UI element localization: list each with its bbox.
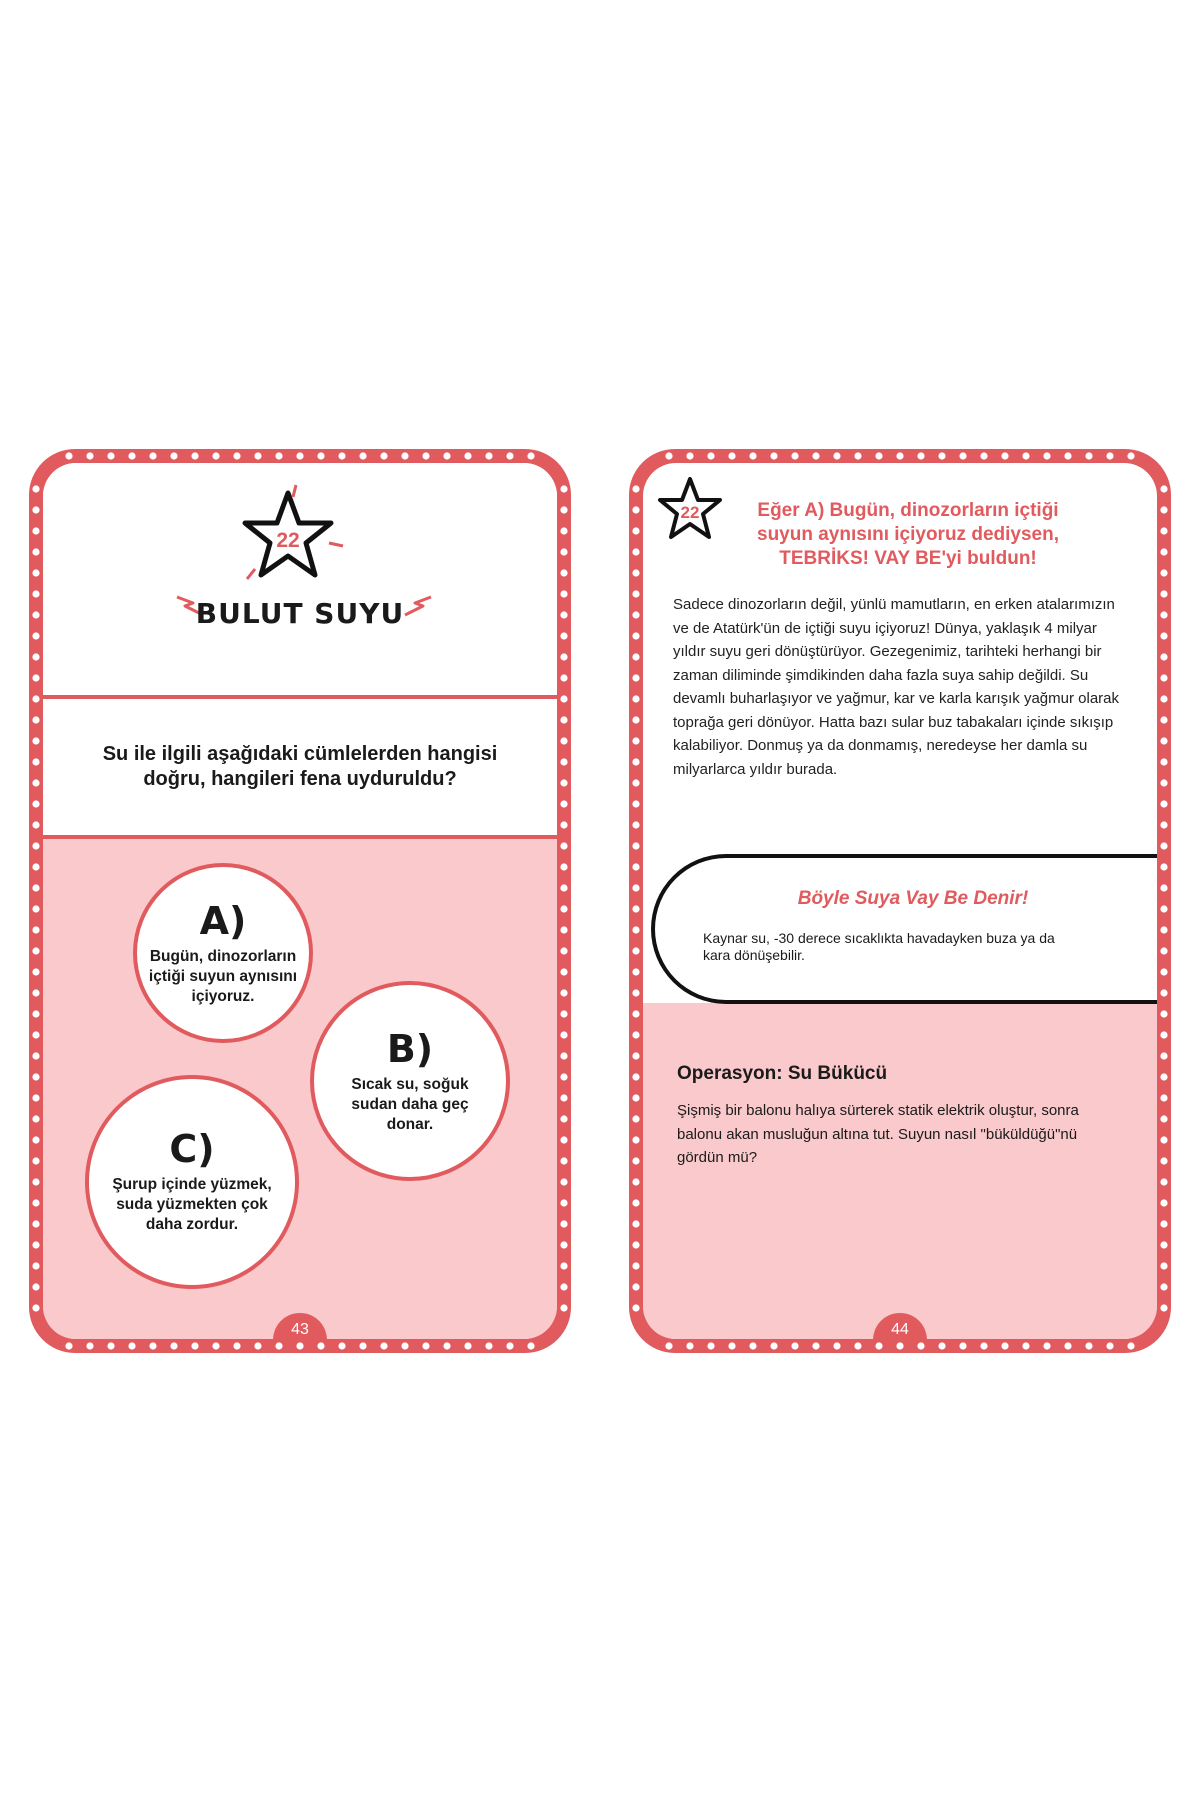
border-dot [632,758,639,765]
option-text: Şurup içinde yüzmek, suda yüzmekten çok daha zordur. [112,1176,272,1233]
border-dot [1160,611,1167,618]
border-dot [1064,1342,1071,1349]
operation-panel [643,1003,1157,1339]
border-dot [632,527,639,534]
border-dot [560,1283,567,1290]
option-text: Sıcak su, soğuk sudan daha geç donar. [351,1076,469,1133]
border-dot [1160,947,1167,954]
border-dot [1106,1342,1113,1349]
border-dot [791,452,798,459]
border-dot [632,737,639,744]
border-dot [128,1342,135,1349]
border-dot [1160,926,1167,933]
option-text: Bugün, dinozorların içtiği suyun aynısını içiyoruz. [148,948,298,1005]
border-dot [1160,968,1167,975]
border-dot [32,968,39,975]
border-dot [32,1115,39,1122]
border-dot [1043,452,1050,459]
border-dot [212,452,219,459]
border-dot [854,1342,861,1349]
border-dot [1160,569,1167,576]
border-dot [560,548,567,555]
border-dot [632,779,639,786]
border-dot [560,1010,567,1017]
border-dot [32,1073,39,1080]
border-dot [560,527,567,534]
border-dot [32,758,39,765]
border-dot [1160,1136,1167,1143]
left-card-inner [43,463,557,1339]
border-dot [32,716,39,723]
border-dot [32,527,39,534]
right-card-inner [643,463,1157,1339]
border-dot [833,452,840,459]
border-dot [560,842,567,849]
border-dot [32,1262,39,1269]
border-dot [938,1342,945,1349]
border-dot [812,1342,819,1349]
border-dot [32,632,39,639]
border-dot [32,1178,39,1185]
border-dot [1160,1220,1167,1227]
border-dot [527,1342,534,1349]
border-dot [632,1178,639,1185]
border-dot [338,452,345,459]
border-dot [485,452,492,459]
border-dot [32,1010,39,1017]
border-dot [632,1094,639,1101]
border-dot [32,1199,39,1206]
border-dot [632,905,639,912]
border-dot [1160,1157,1167,1164]
border-dot [32,1136,39,1143]
border-dot [560,506,567,513]
border-dot [1160,485,1167,492]
option-letter: C) [169,1127,215,1171]
border-dot [770,1342,777,1349]
border-dot [86,1342,93,1349]
border-dot [875,452,882,459]
border-dot [665,1342,672,1349]
left-card-header [43,463,557,695]
border-dot [32,821,39,828]
border-dot [32,737,39,744]
border-dot [917,452,924,459]
border-dot [632,1304,639,1311]
option-a[interactable] [133,863,313,1043]
border-dot [560,611,567,618]
border-dot [380,1342,387,1349]
border-dot [170,452,177,459]
border-dot [632,1241,639,1248]
border-dot [149,452,156,459]
border-dot [380,452,387,459]
border-dot [560,968,567,975]
border-dot [560,947,567,954]
border-dot [560,1262,567,1269]
border-dot [1160,590,1167,597]
border-dot [233,1342,240,1349]
options-panel [43,839,557,1339]
border-dot [1160,1262,1167,1269]
border-dot [32,1220,39,1227]
border-dot [32,1241,39,1248]
border-dot [560,800,567,807]
border-dot [560,926,567,933]
border-dot [1160,1283,1167,1290]
border-dot [560,653,567,660]
border-dot [560,1136,567,1143]
border-dot [632,884,639,891]
border-dot [560,485,567,492]
border-dot [632,1157,639,1164]
border-dot [560,674,567,681]
page-number: 43 [273,1313,327,1339]
border-dot [632,1052,639,1059]
border-dot [1160,884,1167,891]
border-dot [32,1283,39,1290]
border-dot [401,452,408,459]
border-dot [1022,1342,1029,1349]
border-dot [632,653,639,660]
border-dot [1160,1178,1167,1185]
border-dot [254,1342,261,1349]
border-dot [464,1342,471,1349]
border-dot [560,1157,567,1164]
border-dot [32,653,39,660]
border-dot [1160,674,1167,681]
left-card [29,449,571,1353]
border-dot [896,452,903,459]
border-dot [1022,452,1029,459]
border-dot [32,884,39,891]
border-dot [560,716,567,723]
border-dot [875,1342,882,1349]
border-dot [560,1031,567,1038]
border-dot [560,779,567,786]
border-dot [707,452,714,459]
border-dot [296,452,303,459]
border-dot [317,1342,324,1349]
border-dot [1160,1241,1167,1248]
border-dot [1160,1031,1167,1038]
border-dot [422,1342,429,1349]
border-dot [632,863,639,870]
border-dot [560,1094,567,1101]
border-dot [32,569,39,576]
border-dot [1160,1304,1167,1311]
border-dot [632,1115,639,1122]
border-dot [560,905,567,912]
border-dot [812,452,819,459]
border-dot [338,1342,345,1349]
border-dot [32,800,39,807]
border-dot [632,1199,639,1206]
border-dot [560,1115,567,1122]
operation-text: Şişmiş bir balonu halıya sürterek statik elektrik oluştur, sonra balonu akan musluğun altına tut. Suyun nasıl "büküldüğü"nü gördün mü? [677,1102,1079,1166]
border-dot [464,452,471,459]
border-dot [191,1342,198,1349]
border-dot [32,947,39,954]
page-number: 44 [873,1313,927,1339]
border-dot [1160,842,1167,849]
question-panel [43,695,557,839]
border-dot [938,452,945,459]
border-dot [1127,1342,1134,1349]
answer-heading: Eğer A) Bugün, dinozorların içtiği suyun aynısını içiyoruz dediysen, TEBRİKS! VAY BE'yi buldun! [757,500,1059,569]
border-dot [560,695,567,702]
border-dot [632,548,639,555]
border-dot [275,452,282,459]
border-dot [560,569,567,576]
border-dot [707,1342,714,1349]
border-dot [632,674,639,681]
border-dot [32,905,39,912]
border-dot [632,947,639,954]
border-dot [359,1342,366,1349]
border-dot [149,1342,156,1349]
border-dot [632,842,639,849]
border-dot [560,1220,567,1227]
border-dot [1106,452,1113,459]
border-dot [1064,452,1071,459]
border-dot [632,1136,639,1143]
border-dot [560,821,567,828]
border-dot [359,452,366,459]
border-dot [560,863,567,870]
border-dot [32,506,39,513]
border-dot [632,821,639,828]
border-dot [1085,1342,1092,1349]
border-dot [1160,1199,1167,1206]
border-dot [560,1073,567,1080]
border-dot [632,590,639,597]
border-dot [1160,527,1167,534]
border-dot [560,989,567,996]
border-dot [1160,1010,1167,1017]
callout-text: Kaynar su, -30 derece sıcaklıkta havadayken buza ya da kara dönüşebilir. [703,930,1055,963]
border-dot [32,1031,39,1038]
border-dot [254,452,261,459]
option-letter: A) [199,899,247,943]
border-dot [1001,452,1008,459]
border-dot [32,1304,39,1311]
border-dot [32,485,39,492]
border-dot [170,1342,177,1349]
border-dot [443,1342,450,1349]
border-dot [422,452,429,459]
border-dot [527,452,534,459]
callout-box [651,854,1157,1004]
border-dot [1160,1115,1167,1122]
border-dot [632,1262,639,1269]
border-dot [632,506,639,513]
option-b[interactable] [310,981,510,1181]
border-dot [560,590,567,597]
border-dot [749,1342,756,1349]
option-letter: B) [386,1027,434,1071]
border-dot [959,1342,966,1349]
border-dot [86,452,93,459]
border-dot [32,1157,39,1164]
border-dot [632,716,639,723]
border-dot [1160,1052,1167,1059]
border-dot [560,1199,567,1206]
border-dot [686,1342,693,1349]
border-dot [728,1342,735,1349]
border-dot [632,1073,639,1080]
border-dot [1043,1342,1050,1349]
border-dot [980,452,987,459]
border-dot [560,1052,567,1059]
border-dot [632,1283,639,1290]
border-dot [917,1342,924,1349]
border-dot [1127,452,1134,459]
border-dot [32,611,39,618]
border-dot [560,1241,567,1248]
card-title: BULUT SUYU [195,597,405,630]
border-dot [1001,1342,1008,1349]
border-dot [1160,548,1167,555]
border-dot [401,1342,408,1349]
callout-title: Böyle Suya Vay Be Denir! [797,888,1029,909]
border-dot [770,452,777,459]
border-dot [1160,905,1167,912]
border-dot [560,758,567,765]
border-dot [632,1220,639,1227]
border-dot [32,926,39,933]
border-dot [191,452,198,459]
question-text: Su ile ilgili aşağıdaki cümlelerden hangisi doğru, hangileri fena uyduruldu? [102,743,498,790]
border-dot [32,548,39,555]
border-dot [485,1342,492,1349]
border-dot [1160,1094,1167,1101]
border-dot [560,884,567,891]
border-dot [959,452,966,459]
border-dot [212,1342,219,1349]
border-dot [275,1342,282,1349]
right-card [629,449,1171,1353]
border-dot [32,590,39,597]
border-dot [1160,989,1167,996]
border-dot [632,695,639,702]
border-dot [728,452,735,459]
border-dot [1160,863,1167,870]
border-dot [296,1342,303,1349]
card-number: 22 [680,503,700,522]
border-dot [32,1052,39,1059]
border-dot [632,800,639,807]
border-dot [791,1342,798,1349]
border-dot [1160,737,1167,744]
border-dot [1160,758,1167,765]
border-dot [1160,632,1167,639]
border-dot [1160,695,1167,702]
border-dot [1160,779,1167,786]
card-number: 22 [276,529,300,552]
border-dot [665,452,672,459]
operation-title: Operasyon: Su Bükücü [677,1063,888,1084]
border-dot [506,452,513,459]
border-dot [632,569,639,576]
border-dot [560,737,567,744]
border-dot [128,452,135,459]
border-dot [632,1010,639,1017]
border-dot [233,452,240,459]
border-dot [560,1178,567,1185]
border-dot [686,452,693,459]
border-dot [506,1342,513,1349]
border-dot [560,632,567,639]
border-dot [749,452,756,459]
border-dot [1160,1073,1167,1080]
border-dot [1160,800,1167,807]
border-dot [32,695,39,702]
border-dot [32,779,39,786]
border-dot [980,1342,987,1349]
border-dot [632,926,639,933]
border-dot [632,1031,639,1038]
border-dot [632,485,639,492]
border-dot [32,989,39,996]
answer-body: Sadece dinozorların değil, yünlü mamutların, en erken atalarımızın ve de Atatürk'ün de içtiği suyu içiyoruz! Dünya, yaklaşık 4 milyar yıldır suyu geri dönüştürüyor. Gezegenimiz, tarihteki herhangi bir zaman diliminde şimdikinden daha fazla suya sahip değildi. Su devamlı buharlaşıyor ve yağmur, kar ve karla karışık yağmur olarak toprağa geri dönüyor. Hatta bazı sular buz tabakaları içinde sıkışıp kalabiliyor. Donmuş ya da donmamış, neredeyse her damla su milyarlarca yıldır burada. [673,596,1120,778]
border-dot [854,452,861,459]
border-dot [1160,506,1167,513]
border-dot [65,452,72,459]
border-dot [632,611,639,618]
border-dot [65,1342,72,1349]
border-dot [1160,653,1167,660]
border-dot [632,968,639,975]
border-dot [833,1342,840,1349]
border-dot [1160,716,1167,723]
border-dot [1085,452,1092,459]
border-dot [1160,821,1167,828]
option-c[interactable] [85,1075,299,1289]
border-dot [896,1342,903,1349]
border-dot [32,1094,39,1101]
border-dot [317,452,324,459]
border-dot [560,1304,567,1311]
border-dot [107,452,114,459]
border-dot [632,989,639,996]
border-dot [107,1342,114,1349]
border-dot [32,842,39,849]
border-dot [443,452,450,459]
border-dot [32,863,39,870]
border-dot [32,674,39,681]
border-dot [632,632,639,639]
